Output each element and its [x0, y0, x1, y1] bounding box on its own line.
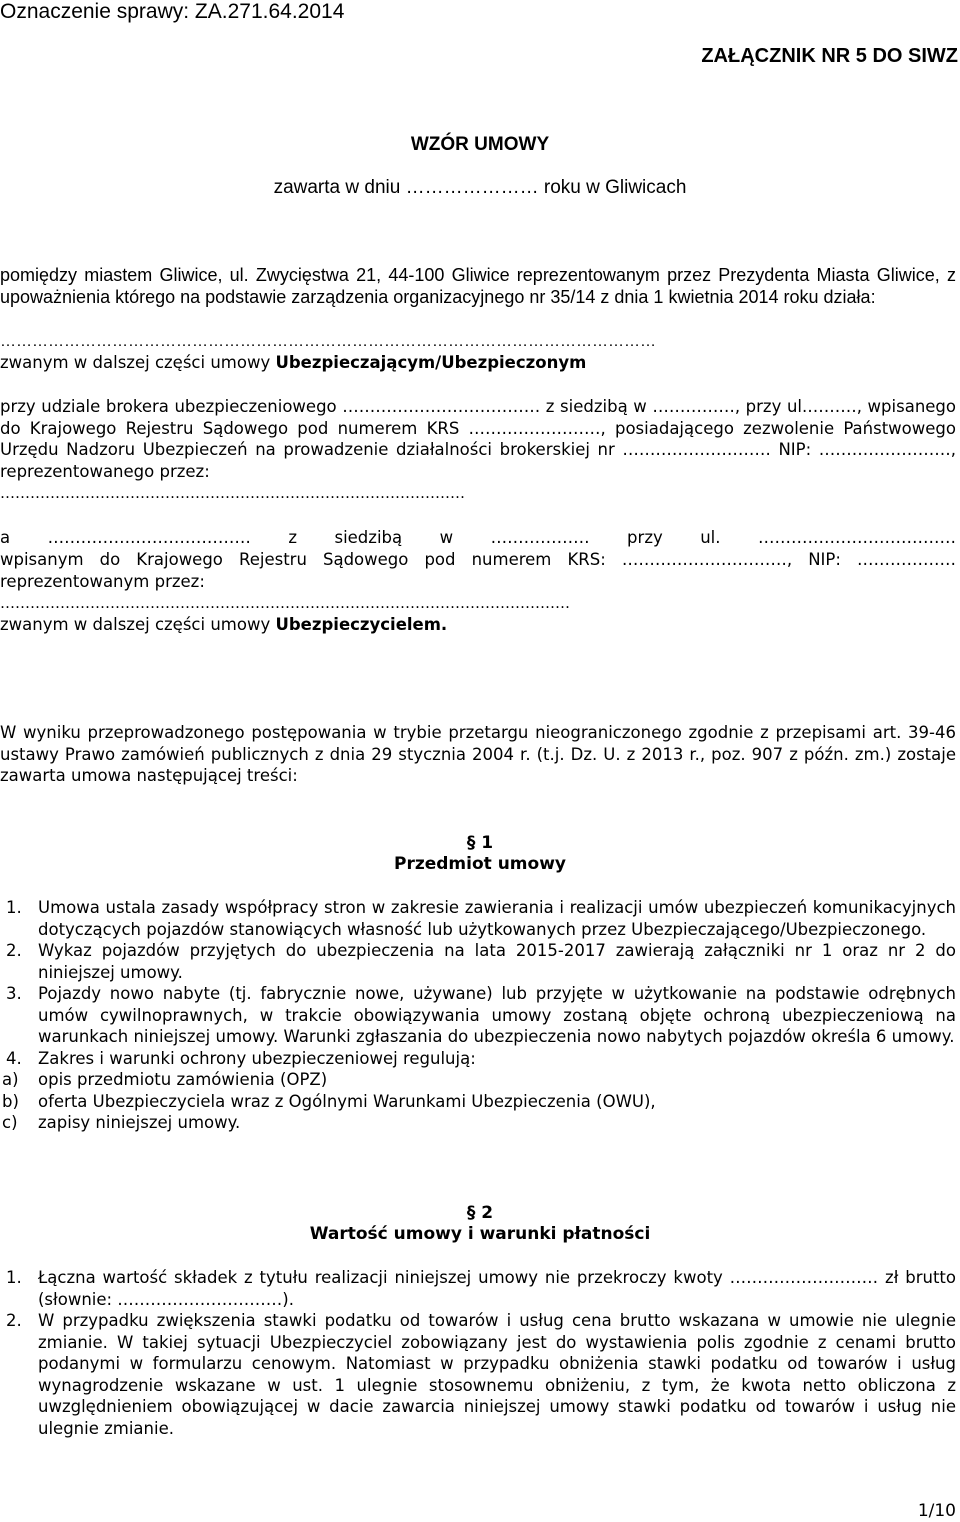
- item-letter: c): [2, 1113, 18, 1132]
- item-letter: a): [2, 1070, 19, 1089]
- document-title: WZÓR UMOWY: [410, 134, 550, 155]
- party-city-blank: ……………………………………………………………………………………………………………: [0, 333, 656, 350]
- section-2-list: [0, 1267, 956, 1439]
- list-item: [0, 983, 956, 1048]
- section-1-list: [0, 897, 956, 1134]
- broker-paragraph: [0, 396, 956, 482]
- section-2-number: § 2: [466, 1203, 494, 1223]
- item-number: 2.: [6, 941, 22, 960]
- party-city-role-name: Ubezpieczającym/Ubezpieczonym: [275, 353, 587, 372]
- insurer-paragraph: wpisanym do Krajowego Rejestru Sądowego pod numerem KRS: …………………………, NIP: ……………… reprezentowanym przez:: [0, 550, 956, 591]
- page-number: 1/10: [917, 1501, 956, 1521]
- list-subitem: [0, 1091, 956, 1113]
- attachment-label: ZAŁĄCZNIK NR 5 DO SIWZ: [701, 45, 958, 67]
- item-text: W przypadku zwiększenia stawki podatku od towarów i usług cena brutto wskazana w umowie nie ulegnie zmianie. W takiej sytuacji Ubezpieczyciel zobowiązany jest do wystawienia polis zgodnie z cenami brutto podanymi w formularzu cenowym. Natomiast w przypadku obniżenia stawki podatku od towarów i usług wynagrodzenie wskazane w ust. 1 ulegnie stosownemu obniżeniu, z tym, że kwota netto obliczona z uwzględnieniem obowiązującej w dacie zawarcia niniejszej umowy stawki podatku od towarów i usług nie ulegnie zmianie.: [38, 1311, 956, 1438]
- insurer-role-name: Ubezpieczycielem.: [275, 615, 448, 634]
- list-subitem: [0, 1069, 956, 1091]
- party-city-role-text: zwanym w dalszej części umowy: [0, 353, 276, 372]
- item-number: 3.: [6, 984, 22, 1003]
- insurer-line: a …………….………………… z siedzibą w ……………… przy ul. ………………………………: [0, 528, 956, 547]
- broker-blank: …………………………………………………………………………………: [0, 484, 465, 502]
- list-item: [0, 1048, 956, 1070]
- section-1-title: Przedmiot umowy: [394, 854, 566, 874]
- item-text: oferta Ubezpieczyciela wraz z Ogólnymi Warunkami Ubezpieczenia (OWU),: [38, 1091, 656, 1111]
- document-subtitle: zawarta w dniu ………………… roku w Gliwicach: [273, 177, 687, 198]
- list-item: [0, 940, 956, 983]
- item-text: Umowa ustala zasady współpracy stron w zakresie zawierania i realizacji umów ubezpieczeń komunikacyjnych dotyczących pojazdów stanowiących własność lub użytkowanych przez Ubezpieczającego/Ubezpieczonego.: [38, 898, 956, 939]
- item-text: opis przedmiotu zamówienia (OPZ): [38, 1070, 328, 1089]
- list-item: [0, 1267, 956, 1310]
- item-letter: b): [2, 1091, 19, 1111]
- item-number: 1.: [6, 1268, 22, 1287]
- case-number: Oznaczenie sprawy: ZA.271.64.2014: [0, 0, 345, 23]
- item-text: Zakres i warunki ochrony ubezpieczeniowej regulują:: [38, 1048, 476, 1068]
- party-city-role: [0, 352, 956, 374]
- intro-paragraph: W wyniku przeprowadzonego postępowania w trybie przetargu nieograniczonego zgodnie z przepisami art. 39-46 ustawy Prawo zamówień publicznych z dnia 29 stycznia 2004 r. (t.j. Dz. U. z 2013 r., poz. 907 z późn. zm.) zostaje zawarta umowa następującej treści:: [0, 723, 956, 785]
- party-city-text: pomiędzy miastem Gliwice, ul. Zwycięstwa 21, 44-100 Gliwice reprezentowanym przez Prezydenta Miasta Gliwice, z upoważnienia którego na podstawie zarządzenia organizacyjnego nr 35/14 z dnia 1 kwietnia 2014 roku działa:: [0, 265, 956, 307]
- broker-text: przy udziale brokera ubezpieczeniowego ……………………………… z siedzibą w ……………, przy ul.………, wpisanego do Krajowego Rejestru Sądowego pod numerem KRS ……………………, posiadającego zezwolenie Państwowego Urzędu Nadzoru Ubezpieczeń na prowadzenie działalności brokerskiej nr ……………………… NIP: ……………………, reprezentowanego przez:: [0, 397, 956, 481]
- insurer-role: [0, 614, 956, 636]
- item-text: zapisy niniejszej umowy.: [38, 1113, 241, 1132]
- item-number: 2.: [6, 1311, 22, 1330]
- item-number: 4.: [6, 1048, 22, 1068]
- list-item: [0, 897, 956, 940]
- insurer-blank: ……………………………………………………………………………………………………: [0, 594, 570, 612]
- section-2-title: Wartość umowy i warunki płatności: [309, 1224, 651, 1244]
- list-item: [0, 1310, 956, 1439]
- item-text: Wykaz pojazdów przyjętych do ubezpieczenia na lata 2015-2017 zawierają załączniki nr 1 oraz nr 2 do niniejszej umowy.: [38, 941, 956, 982]
- section-1-number: § 1: [466, 833, 494, 853]
- party-city-paragraph: [0, 264, 956, 308]
- list-subitem: [0, 1112, 956, 1134]
- insurer-role-text: zwanym w dalszej części umowy: [0, 615, 276, 634]
- item-text: Pojazdy nowo nabyte (tj. fabrycznie nowe, używane) lub przyjęte w użytkowanie na podstawie odrębnych umów cywilnoprawnych, w trakcie obowiązywania umowy zostaną objęte ochroną ubezpieczeniową na warunkach niniejszej umowy. Warunki zgłaszania do ubezpieczenia nowo nabytych pojazdów określa 6 umowy.: [38, 984, 956, 1046]
- item-number: 1.: [6, 898, 22, 917]
- item-text: Łączna wartość składek z tytułu realizacji niniejszej umowy nie przekroczy kwoty ……………………… zł brutto (słownie: …………………………).: [38, 1268, 956, 1309]
